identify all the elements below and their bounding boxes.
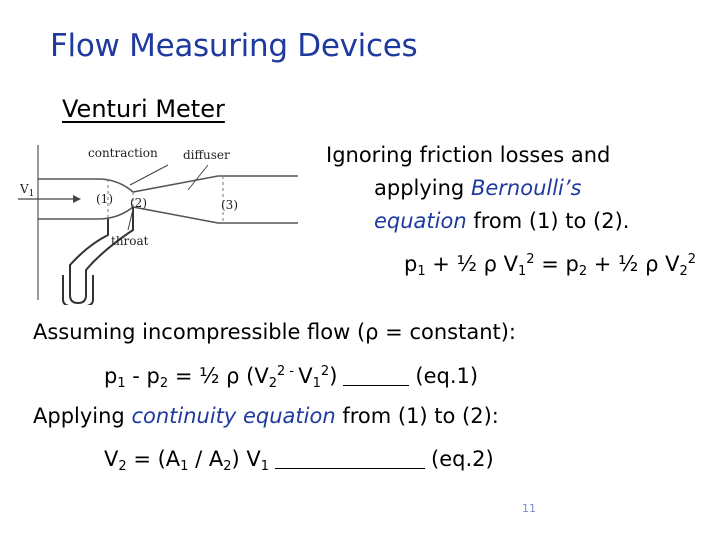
pipe-top-wall — [38, 176, 298, 192]
label-throat: throat — [111, 234, 149, 248]
continuity-line: Applying continuity equation from (1) to (2): — [33, 404, 499, 428]
page-number: 11 — [522, 502, 536, 515]
slide-title: Flow Measuring Devices — [50, 28, 418, 64]
slide-subtitle: Venturi Meter — [62, 95, 225, 123]
equation-term: equation — [374, 209, 467, 233]
blank-line-2 — [275, 450, 425, 469]
intro-line-3: equation from (1) to (2). — [374, 209, 630, 233]
label-v1: $V_1$ — [20, 182, 35, 199]
label-point-2: (2) — [130, 196, 147, 210]
label-point-3: (3) — [221, 198, 238, 212]
continuity-term: continuity equation — [131, 404, 336, 428]
intro-line-2: applying Bernoulli’s — [374, 176, 582, 200]
label-point-1: (1) — [96, 192, 113, 206]
pipe-bottom-wall — [38, 207, 298, 223]
bernoulli-equation: $p_1$ + ½ ρ $V_1^2 = p_2$ + ½ ρ $V_2^2$ — [404, 252, 697, 279]
equation-1: $p_1 - p_2$ = ½ ρ ($V_2^2$ - $V_1^2$) (eq.1) — [104, 364, 479, 391]
bernoulli-term: Bernoulli’s — [470, 176, 582, 200]
venturi-diagram — [18, 135, 298, 305]
assumption-line: Assuming incompressible flow (ρ = constant): — [33, 320, 517, 344]
label-contraction: contraction — [88, 146, 158, 160]
intro-line-1: Ignoring friction losses and — [326, 143, 611, 167]
label-diffuser: diffuser — [183, 148, 230, 162]
blank-line-1 — [343, 367, 409, 386]
equation-2: $V_2 = (A_1 / A_2)$ $V_1$ (eq.2) — [104, 447, 494, 474]
